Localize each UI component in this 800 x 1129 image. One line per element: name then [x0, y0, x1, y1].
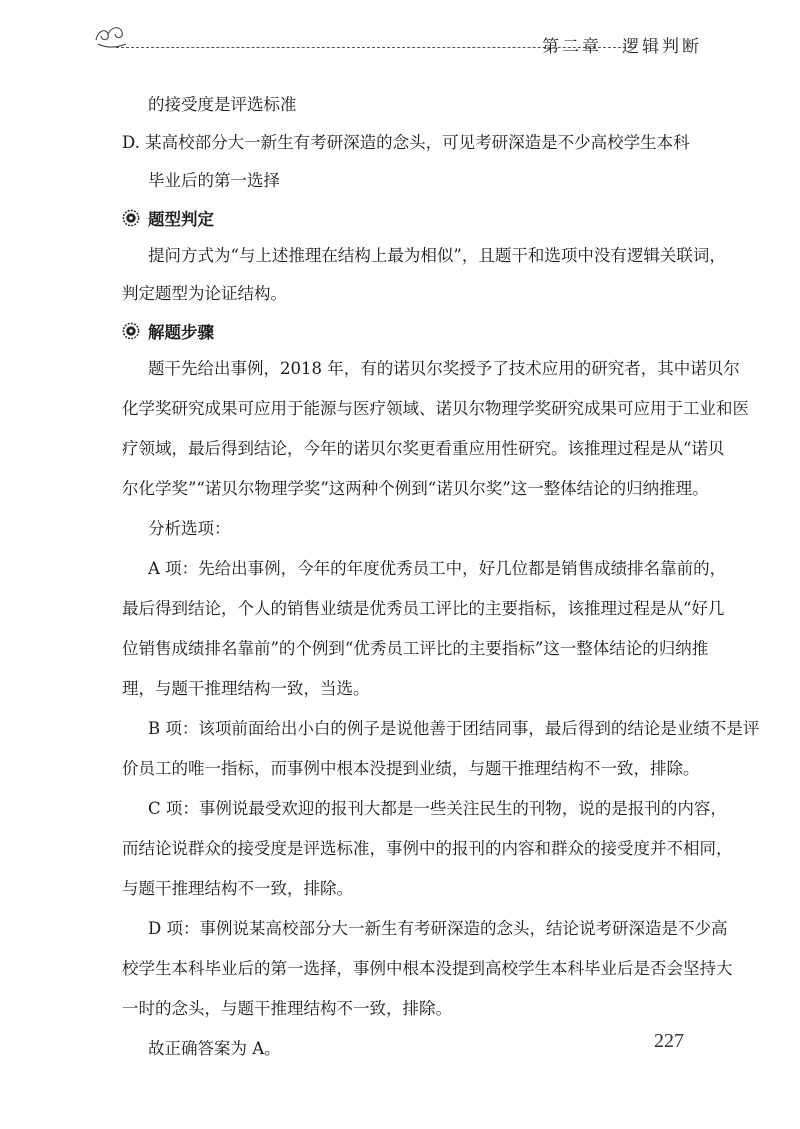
section-heading-solution-steps	[122, 318, 692, 344]
paragraph-line: 题干先给出事例，2018 年，有的诺贝尔奖授予了技术应用的研究者，其中诺贝尔	[148, 359, 740, 378]
conclusion-line: 故正确答案为 A。	[148, 1039, 281, 1058]
judgement-line-1: 提问方式为“与上述推理在结构上最为相似”，且题干和选项中没有逻辑关联词，	[148, 246, 726, 265]
paragraph-line: 化学奖研究成果可应用于能源与医疗领域、诺贝尔物理学奖研究成果可应用于工业和医	[122, 399, 749, 418]
analysis-d-line: D 项：事例说某高校部分大一新生有考研深造的念头，结论说考研深造是不少高	[148, 919, 728, 938]
page-content	[122, 92, 760, 1062]
analysis-label: 分析选项：	[148, 519, 231, 538]
option-d-line-1: D. 某高校部分大一新生有考研深造的念头，可见考研深造是不少高校学生本科	[122, 133, 690, 152]
analysis-a-line: 最后得到结论，个人的销售业绩是优秀员工评比的主要指标，该推理过程是从“好几	[122, 599, 725, 618]
analysis-a-line: 位销售成绩排名靠前”的个例到“优秀员工评比的主要指标”这一整体结论的归纳推	[122, 639, 709, 658]
gear-icon	[122, 209, 140, 227]
analysis-c-line: C 项：事例说最受欢迎的报刊大都是一些关注民生的刊物，说的是报刊的内容，	[148, 799, 727, 818]
paragraph-line: 尔化学奖”“诺贝尔物理学奖”这两种个例到“诺贝尔奖”这一整体结论的归纳推理。	[122, 479, 709, 498]
running-header	[92, 22, 702, 56]
analysis-b-line: 价员工的唯一指标，而事例中根本没提到业绩，与题干推理结构不一致，排除。	[122, 759, 700, 778]
gear-icon	[122, 322, 140, 340]
analysis-d-line: 校学生本科毕业后的第一选择，事例中根本没提到高校学生本科毕业后是否会坚持大	[122, 959, 733, 978]
chapter-title: 第二章 逻辑判断	[542, 37, 702, 57]
page-number: 227	[654, 1030, 684, 1052]
paragraph-line: 疗领域，最后得到结论，今年的诺贝尔奖更看重应用性研究。该推理过程是从“诺贝	[122, 439, 725, 458]
section-heading-question-type	[122, 205, 692, 231]
analysis-a-line: 理，与题干推理结构一致，当选。	[122, 679, 370, 698]
option-d-line-2: 毕业后的第一选择	[148, 171, 280, 190]
analysis-c-line: 与题干推理结构不一致，排除。	[122, 879, 353, 898]
option-c-continuation: 的接受度是评选标准	[148, 95, 297, 114]
analysis-b-line: B 项：该项前面给出小白的例子是说他善于团结同事，最后得到的结论是业绩不是评	[148, 719, 760, 738]
analysis-c-line: 而结论说群众的接受度是评选标准，事例中的报刊的内容和群众的接受度并不相同，	[122, 839, 733, 858]
judgement-line-2: 判定题型为论证结构。	[122, 284, 287, 303]
analysis-d-line: 一时的念头，与题干推理结构不一致，排除。	[122, 999, 452, 1018]
section-heading-label: 解题步骤	[148, 323, 214, 342]
analysis-a-line: A 项：先给出事例，今年的年度优秀员工中，好几位都是销售成绩排名靠前的，	[148, 559, 727, 578]
section-heading-label: 题型判定	[148, 210, 214, 229]
